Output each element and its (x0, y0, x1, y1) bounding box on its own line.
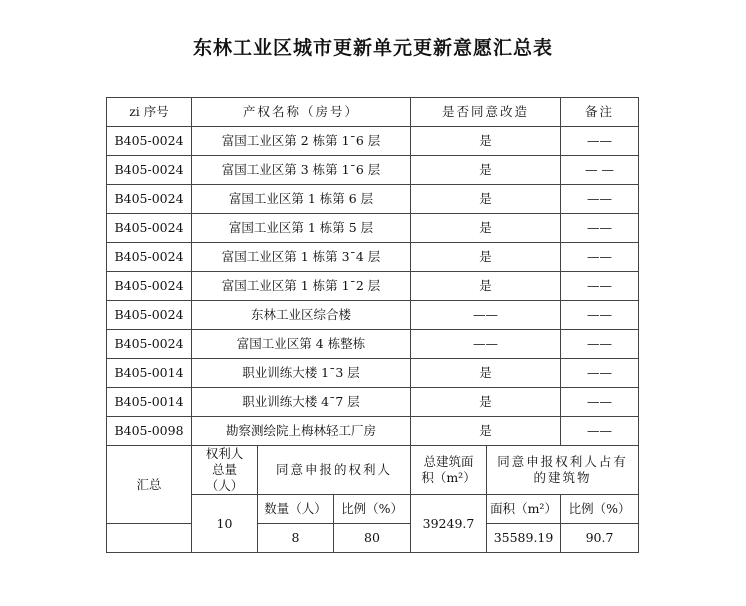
row-agree: 是 (411, 272, 561, 301)
table-row (107, 272, 639, 301)
row-note: —— (561, 330, 639, 359)
row-property-name: 富国工业区第 1 栋第 1¯2 层 (192, 272, 411, 301)
count-label: 数量（人） (258, 495, 334, 524)
row-serial: B405-0024 (107, 214, 192, 243)
owners-total-value: 10 (192, 495, 258, 553)
row-property-name: 职业训练大楼 4¯7 层 (192, 388, 411, 417)
row-note: —— (561, 185, 639, 214)
row-agree: 是 (411, 417, 561, 446)
summary-label: 汇总 (107, 446, 192, 524)
area-ratio-label: 比例（%） (561, 495, 639, 524)
header-serial: zi 序号 (107, 98, 192, 127)
row-agree: 是 (411, 388, 561, 417)
row-note: —— (561, 243, 639, 272)
row-property-name: 富国工业区第 1 栋第 3¯4 层 (192, 243, 411, 272)
gross-area-label-line2: 积（m²） (421, 470, 476, 485)
row-serial: B405-0098 (107, 417, 192, 446)
row-agree: 是 (411, 214, 561, 243)
row-note: —— (561, 388, 639, 417)
header-row (107, 98, 639, 127)
row-note: —— (561, 214, 639, 243)
area-label: 面积（m²） (487, 495, 561, 524)
row-agree: 是 (411, 359, 561, 388)
ratio-label: 比例（%） (334, 495, 411, 524)
row-serial: B405-0024 (107, 127, 192, 156)
summary-row-4 (107, 524, 639, 553)
row-property-name: 富国工业区第 4 栋整栋 (192, 330, 411, 359)
row-serial: B405-0024 (107, 330, 192, 359)
table-row (107, 156, 639, 185)
table-row (107, 243, 639, 272)
gross-area-label-line1: 总建筑面 (423, 454, 474, 469)
summary-table (106, 97, 639, 553)
agree-count-value: 8 (258, 524, 334, 553)
table-row (107, 301, 639, 330)
owners-total-label-line3: （人） (205, 478, 244, 493)
row-note: —— (561, 359, 639, 388)
table-row (107, 417, 639, 446)
header-agree: 是否同意改造 (411, 98, 561, 127)
row-serial: B405-0024 (107, 156, 192, 185)
row-property-name: 富国工业区第 1 栋第 5 层 (192, 214, 411, 243)
row-serial: B405-0014 (107, 359, 192, 388)
row-agree: 是 (411, 185, 561, 214)
row-agree: 是 (411, 127, 561, 156)
agree-area-value: 35589.19 (487, 524, 561, 553)
header-property-name: 产权名称（房号） (192, 98, 411, 127)
table-row (107, 214, 639, 243)
row-property-name: 东林工业区综合楼 (192, 301, 411, 330)
row-serial: B405-0024 (107, 185, 192, 214)
agree-owner-label: 同意申报的权利人 (258, 446, 411, 495)
table-row (107, 127, 639, 156)
row-note: —— (561, 272, 639, 301)
row-property-name: 职业训练大楼 1¯3 层 (192, 359, 411, 388)
row-serial: B405-0024 (107, 272, 192, 301)
table-row (107, 388, 639, 417)
row-note: — — (561, 156, 639, 185)
row-note: —— (561, 127, 639, 156)
row-note: —— (561, 301, 639, 330)
table-row (107, 185, 639, 214)
row-serial: B405-0014 (107, 388, 192, 417)
row-property-name: 富国工业区第 1 栋第 6 层 (192, 185, 411, 214)
agree-building-label-line2: 的建筑物 (533, 470, 592, 485)
agree-building-label-line1: 同意申报权利人占有 (497, 454, 628, 469)
row-agree: —— (411, 301, 561, 330)
owners-total-label-line1: 权利人 (205, 446, 244, 461)
agree-ratio-value: 80 (334, 524, 411, 553)
gross-area-value: 39249.7 (411, 495, 487, 553)
owners-total-label (192, 446, 258, 495)
row-property-name: 富国工业区第 2 栋第 1¯6 层 (192, 127, 411, 156)
row-serial: B405-0024 (107, 243, 192, 272)
header-note: 备注 (561, 98, 639, 127)
agree-building-label (487, 446, 639, 495)
table-row (107, 359, 639, 388)
summary-blank (107, 524, 192, 553)
page-title: 东林工业区城市更新单元更新意愿汇总表 (192, 37, 553, 59)
owners-total-label-line2: 总量 (211, 462, 237, 477)
row-agree: 是 (411, 156, 561, 185)
agree-area-ratio-value: 90.7 (561, 524, 639, 553)
row-serial: B405-0024 (107, 301, 192, 330)
row-property-name: 勘察测绘院上梅林轻工厂房 (192, 417, 411, 446)
row-property-name: 富国工业区第 3 栋第 1¯6 层 (192, 156, 411, 185)
gross-area-label (411, 446, 487, 495)
row-agree: 是 (411, 243, 561, 272)
row-note: —— (561, 417, 639, 446)
row-agree: —— (411, 330, 561, 359)
table-row (107, 330, 639, 359)
